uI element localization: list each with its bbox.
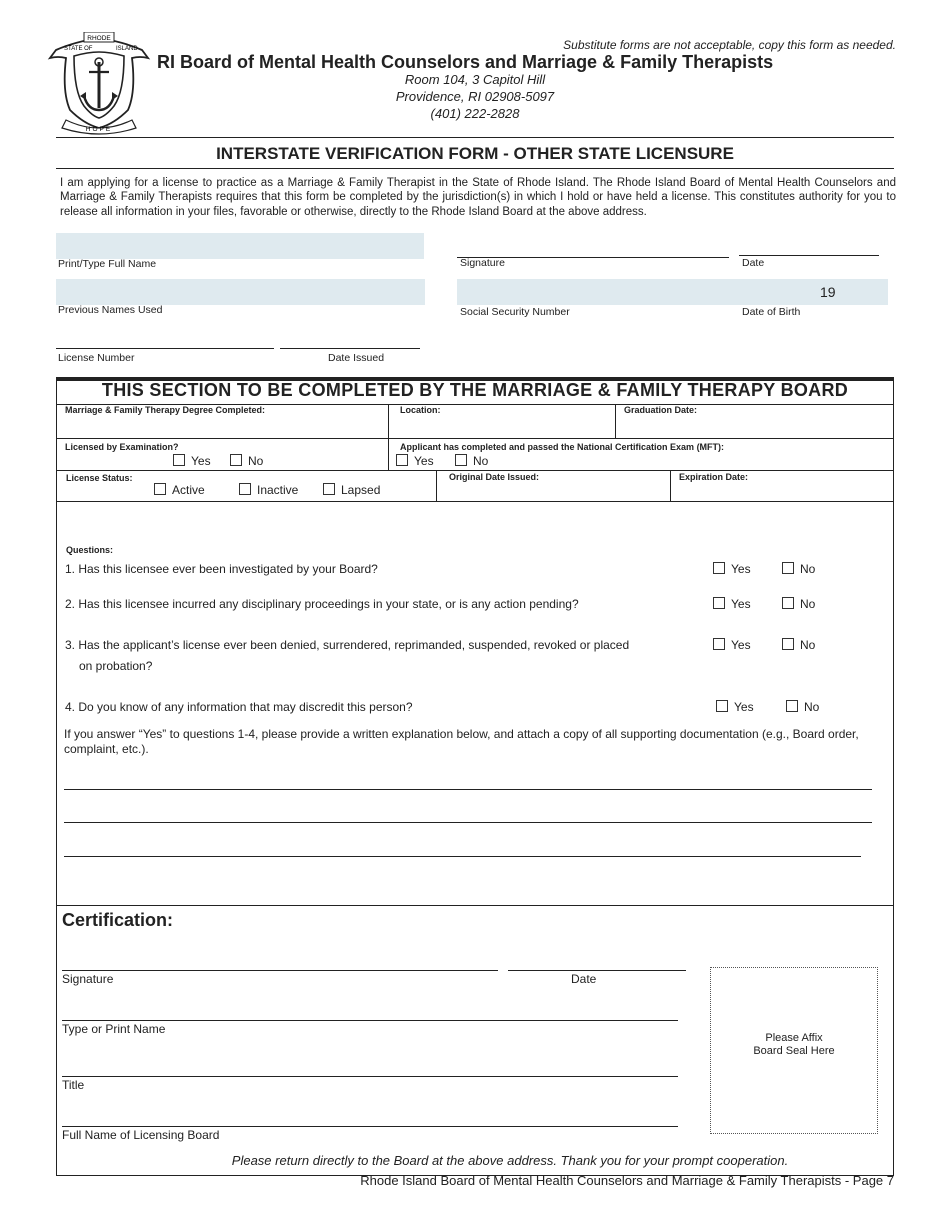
form-title: INTERSTATE VERIFICATION FORM - OTHER STATE LICENSURE [216, 144, 734, 163]
checkbox[interactable] [716, 700, 728, 712]
question-1: 1. Has this licensee ever been investigated by your Board? [65, 562, 378, 576]
previous-names-field[interactable] [56, 279, 425, 305]
question-3-cont: on probation? [79, 659, 153, 673]
print-name-line[interactable] [62, 1020, 678, 1021]
title-divider [56, 168, 894, 169]
return-note: Please return directly to the Board at the above address. Thank you for your prompt cooperation. [231, 1153, 789, 1168]
checkbox[interactable] [782, 562, 794, 574]
row-divider [57, 438, 893, 439]
seal-box-line-1: Please Affix [765, 1032, 823, 1044]
intro-paragraph: I am applying for a license to practice as a Marriage & Family Therapist in the State of Rhode Island. The Rhode Island Board of Mental Health Counselors and Marriage & Family Therapists requires that this form be completed by the jurisdiction(s) in which I hold or have held a license. This constitutes authority for you to release all information in your files, favorable or otherwise, directly to the Rhode Island Board at the above address. [60, 177, 896, 218]
licensed-exam-no[interactable]: No [230, 454, 263, 468]
licensed-exam-label: Licensed by Examination? [65, 442, 179, 452]
seal-text-top: RHODE [87, 35, 111, 42]
q3-yes[interactable]: Yes [713, 638, 751, 652]
header-divider [56, 137, 894, 138]
status-active[interactable]: Active [154, 483, 205, 497]
address-line-2: Providence, RI 02908-5097 [395, 89, 555, 104]
cert-signature-label: Signature [62, 972, 114, 986]
q1-no[interactable]: No [782, 562, 815, 576]
certification-divider [57, 905, 893, 906]
date-issued-line[interactable] [280, 348, 420, 349]
checkbox[interactable] [239, 483, 251, 495]
explanation-line[interactable] [64, 856, 861, 857]
question-2: 2. Has this licensee incurred any disciplinary proceedings in your state, or is any action pending? [65, 597, 579, 611]
board-title: RI Board of Mental Health Counselors and Marriage & Family Therapists [157, 52, 774, 72]
col-divider [615, 404, 616, 438]
date-issued-label: Date Issued [328, 352, 385, 364]
cert-date-label: Date [571, 972, 597, 986]
checkbox[interactable] [713, 562, 725, 574]
row-divider [57, 501, 893, 502]
title-line[interactable] [62, 1076, 678, 1077]
checkbox[interactable] [173, 454, 185, 466]
col-divider [670, 470, 671, 501]
license-number-label: License Number [58, 352, 135, 364]
previous-names-label: Previous Names Used [58, 304, 163, 316]
col-divider [388, 404, 389, 470]
board-seal-text [710, 1032, 878, 1058]
date-label: Date [742, 257, 765, 269]
cert-signature-line[interactable] [62, 970, 498, 971]
status-lapsed[interactable]: Lapsed [323, 483, 380, 497]
checkbox[interactable] [455, 454, 467, 466]
expiration-label: Expiration Date: [679, 472, 749, 482]
seal-text-left: STATE OF [64, 46, 93, 52]
checkbox[interactable] [396, 454, 408, 466]
checkbox[interactable] [782, 638, 794, 650]
checkbox[interactable] [323, 483, 335, 495]
checkbox[interactable] [154, 483, 166, 495]
license-status-label: License Status: [66, 473, 133, 483]
ncexam-label: Applicant has completed and passed the National Certification Exam (MFT): [400, 442, 725, 452]
status-inactive[interactable]: Inactive [239, 483, 298, 497]
q2-no[interactable]: No [782, 597, 815, 611]
dob-label: Date of Birth [742, 306, 801, 318]
checkbox[interactable] [230, 454, 242, 466]
seal-text-bottom: HOPE [85, 126, 113, 133]
degree-label: Marriage & Family Therapy Degree Completed: [65, 405, 266, 415]
seal-box-line-2: Board Seal Here [753, 1045, 835, 1057]
explanation-note: If you answer “Yes” to questions 1-4, please provide a written explanation below, and attach a copy of all supporting documentation (e.g., Board order, complaint, etc.). [64, 727, 859, 756]
licensing-board-label: Full Name of Licensing Board [62, 1128, 220, 1142]
board-section-title: THIS SECTION TO BE COMPLETED BY THE MARRIAGE & FAMILY THERAPY BOARD [101, 380, 849, 400]
rhode-island-seal-logo [44, 32, 154, 137]
q3-no[interactable]: No [782, 638, 815, 652]
full-name-field[interactable] [56, 233, 424, 259]
certification-title: Certification: [62, 910, 174, 930]
original-date-label: Original Date Issued: [449, 472, 540, 482]
graduation-label: Graduation Date: [624, 405, 698, 415]
col-divider [436, 470, 437, 501]
checkbox[interactable] [713, 638, 725, 650]
substitute-note: Substitute forms are not acceptable, copy this form as needed. [563, 38, 896, 52]
licensing-board-line[interactable] [62, 1126, 678, 1127]
explanation-line[interactable] [64, 822, 872, 823]
explanation-line[interactable] [64, 789, 872, 790]
question-4: 4. Do you know of any information that may discredit this person? [65, 700, 413, 714]
license-number-line[interactable] [56, 348, 274, 349]
date-line[interactable] [739, 255, 879, 256]
q4-no[interactable]: No [786, 700, 819, 714]
checkbox[interactable] [786, 700, 798, 712]
full-name-label: Print/Type Full Name [58, 258, 157, 270]
ncexam-yes[interactable]: Yes [396, 454, 434, 468]
address-line-1: Room 104, 3 Capitol Hill [404, 72, 546, 87]
seal-text-right: ISLAND [116, 46, 138, 52]
q4-yes[interactable]: Yes [716, 700, 754, 714]
signature-label: Signature [460, 257, 505, 269]
ncexam-no[interactable]: No [455, 454, 488, 468]
q1-yes[interactable]: Yes [713, 562, 751, 576]
ssn-label: Social Security Number [460, 306, 570, 318]
checkbox[interactable] [713, 597, 725, 609]
page-footer: Rhode Island Board of Mental Health Counselors and Marriage & Family Therapists - Page 7 [360, 1173, 894, 1188]
title-label: Title [62, 1078, 85, 1092]
licensed-exam-yes[interactable]: Yes [173, 454, 211, 468]
question-3: 3. Has the applicant’s license ever been denied, surrendered, reprimanded, suspended, revoked or placed [65, 638, 630, 652]
checkbox[interactable] [782, 597, 794, 609]
q2-yes[interactable]: Yes [713, 597, 751, 611]
dob-prefix: 19 [820, 284, 836, 300]
phone-number: (401) 222-2828 [430, 106, 520, 121]
row-divider [57, 470, 893, 471]
location-label: Location: [400, 405, 441, 415]
print-name-label: Type or Print Name [62, 1022, 166, 1036]
questions-label: Questions: [66, 545, 114, 555]
cert-date-line[interactable] [508, 970, 686, 971]
